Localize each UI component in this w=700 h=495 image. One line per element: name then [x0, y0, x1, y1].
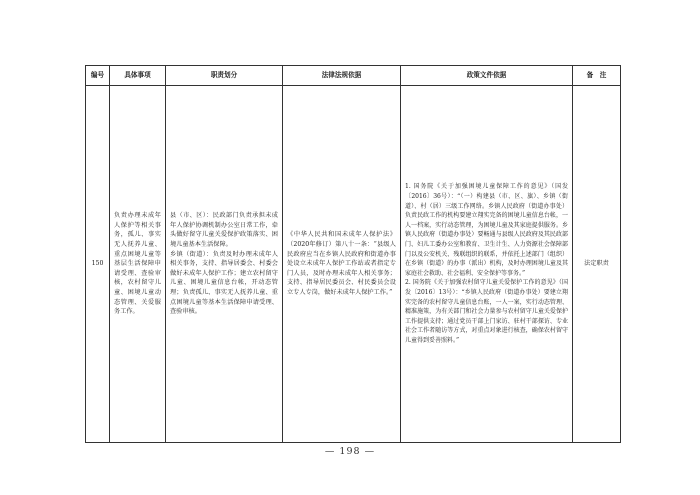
policy-basis: [401, 86, 573, 443]
row-number: 150: [86, 86, 110, 443]
legal-basis: 《中华人民共和国未成年人保护法》（2020年修订）第八十一条：“县级人民政府应当在乡镇人民政府和街道办事处设立未成年人保护工作站或者指定专门人员，及时办理未成年人相关事务；支持、指导居民委员会、村民委员会设立专人专岗，做好未成年人保护工作。”: [283, 86, 401, 443]
header-item: 具体事项: [110, 66, 166, 86]
header-law: 法律法规依据: [283, 66, 401, 86]
header-note: 备 注: [573, 66, 621, 86]
responsibility-table: [85, 65, 621, 443]
table-row: [86, 86, 621, 443]
page-number: — 198 —: [324, 446, 376, 457]
duty-township: 乡镇（街道）：负责及时办理未成年人相关事务，支持、指导居委会、村委会做好未成年人保护工作；建立农村留守儿童、困境儿童信息台帐，开动态管理；负责孤儿、事实无人抚养儿童、重点困境儿童等基本生活保障申请受理、查验审核。: [170, 250, 278, 316]
header-duty: 职责划分: [166, 66, 283, 86]
duty-county: 县（市、区）：民政部门负责承担未成年人保护协调机制办公室日常工作，牵头做好留守儿童关爱保护政策落实、困境儿童基本生活保障。: [170, 212, 278, 248]
policy-item-2: 2. 国务院《关于加强农村留守儿童关爱保护工作的意见》（国发〔2016〕13号）：“乡镇人民政府（街道办事处）要建立翔实完备的农村留守儿童信息台账，一人一案，实行动态管理、精准施策，为有关部门和社会力量参与农村留守儿童关爱保护工作提供支持；通过党员干部上门家访、驻村干部探访、专业社会工作者随访等方式，对重点对象进行核查，确保农村留守儿童得到妥善照料。”: [405, 279, 568, 344]
header-policy: 政策文件依据: [401, 66, 573, 86]
header-num: 编号: [86, 66, 110, 86]
specific-matter: 负责办理未成年人保护等相关事务，孤儿、事实无人抚养儿童、重点困境儿童等基层生活保障申请受理、查验审核，农村留守儿童、困境儿童动态管理、关爱服务工作。: [110, 86, 166, 443]
table-header-row: [86, 66, 621, 86]
remark: 法定职责: [573, 86, 621, 443]
duty-division: [166, 86, 283, 443]
policy-item-1: 1. 国务院《关于加强困境儿童保障工作的意见》（国发〔2016〕36号）：“（一）构建县（市、区、旗）、乡镇（街道）、村（居）三级工作网络。乡镇人民政府（街道办事处）负责民政工作的机构要建立翔实完备的困境儿童信息台帐，一人一档案，实行动态管理，为困境儿童及其家庭提供服务。乡镇人民政府（街道办事处）要畅通与县级人民政府及其民政部门、妇儿工委办公室和教育、卫生计生、人力资源社会保障部门以及公安机关、残联组织的联系，并依托上述部门（组织）在乡镇（街道）的办事（派出）机构，及时办理困境儿童及其家庭社会救助、社会福利、安全保护等事务。”: [405, 183, 568, 277]
